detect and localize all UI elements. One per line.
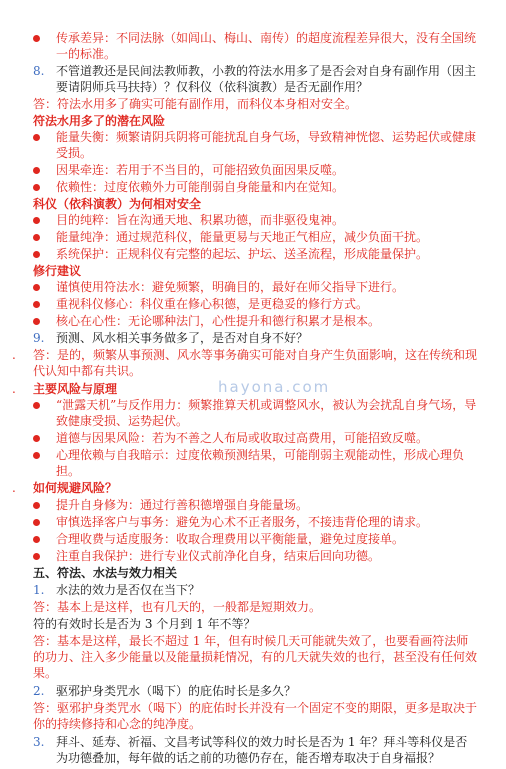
dot-marker: . [12, 382, 16, 396]
bullet-item [0, 30, 506, 62]
bullet-text: “泄露天机”与反作用力：频繁推算天机或调整风水，被认为会扰乱自身气场，导致健康受损、运势起伏。 [56, 398, 477, 428]
bullet-text: 提升自身修为：通过行善积德增强自身能量场。 [56, 498, 309, 512]
bullet-text: 系统保护：正规科仪有完整的起坛、护坛、送圣流程，形成能量保护。 [56, 247, 429, 261]
bullet-item [0, 514, 506, 530]
answer-item [0, 633, 506, 681]
bullet-icon [33, 402, 40, 409]
bullet-text: 注重自我保护：进行专业仪式前净化自身，结束后回向功德。 [56, 549, 381, 563]
bullet-icon [33, 217, 40, 224]
bullet-icon [33, 452, 40, 459]
bullet-icon [33, 502, 40, 509]
bullet-item [0, 430, 506, 446]
bullet-item [0, 296, 506, 312]
section-heading [0, 263, 506, 279]
answer-item [0, 700, 506, 732]
bullet-item [0, 548, 506, 564]
question-text: 符的有效时长是否为 3 个月到 1 年不等？ [33, 617, 256, 631]
question-text: 拜斗、延寿、祈福、文昌考试等科仪的效力时长是否为 1 年？拜斗等科仪是否为功德叠加，每年做的话之前的功德仍存在，能否增寿取决于自身福报？ [56, 735, 468, 765]
answer-text: 答：基本上是这样，也有几天的，一般都是短期效力。 [33, 600, 322, 614]
answer-text: 答：是的，频繁从事预测、风水等事务确实可能对自身产生负面影响，这在传统和现代认知中都有共识。 [33, 348, 478, 378]
bullet-text: 核心在心性：无论哪种法门，心性提升和德行积累才是根本。 [56, 314, 381, 328]
bullet-icon [33, 284, 40, 291]
bullet-icon [33, 234, 40, 241]
bullet-text: 合理收费与适度服务：收取合理费用以平衡能量，避免过度接单。 [56, 532, 405, 546]
bullet-text: 重视科仪修心：科仪重在修心积德，是更稳妥的修行方式。 [56, 297, 369, 311]
bullet-text: 目的纯粹：旨在沟通天地、积累功德，而非驱役鬼神。 [56, 213, 345, 227]
heading-text: 主要风险与原理 [33, 382, 118, 396]
dot-marker: . [12, 481, 16, 495]
bullet-item [0, 162, 506, 178]
question-item [0, 683, 506, 699]
question-item [0, 330, 506, 346]
question-text: 水法的效力是否仅在当下？ [56, 583, 201, 597]
watermark: hayona.com [218, 378, 331, 396]
heading-text: 修行建议 [33, 264, 82, 278]
bullet-icon [33, 536, 40, 543]
answer-item [0, 347, 506, 379]
bullet-item [0, 497, 506, 513]
section-heading [0, 196, 506, 212]
bullet-item [0, 246, 506, 262]
bullet-icon [33, 435, 40, 442]
question-item [0, 582, 506, 598]
bullet-item [0, 179, 506, 195]
question-number: 2. [33, 684, 45, 698]
bullet-icon [33, 519, 40, 526]
heading-text: 五、符法、水法与效力相关 [33, 566, 178, 580]
question-item [0, 616, 506, 632]
question-text: 预测、风水相关事务做多了，是否对自身不好？ [56, 331, 309, 345]
question-number: 8. [33, 64, 45, 78]
question-text: 驱邪护身类咒水（喝下）的庇佑时长是多久？ [56, 684, 297, 698]
dot-marker: . [12, 348, 16, 362]
question-item [0, 63, 506, 95]
question-number: 3. [33, 735, 45, 749]
bullet-text: 能量失衡：频繁请阴兵阴将可能扰乱自身气场，导致精神恍惚、运势起伏或健康受损。 [56, 130, 477, 160]
bullet-text: 心理依赖与自我暗示：过度依赖预测结果，可能削弱主观能动性，形成心理负担。 [56, 448, 465, 478]
bullet-icon [33, 167, 40, 174]
question-number: 1. [33, 583, 45, 597]
answer-item [0, 599, 506, 615]
bullet-item [0, 313, 506, 329]
heading-text: 如何规避风险？ [33, 481, 118, 495]
bullet-text: 能量纯净：通过规范科仪，能量更易与天地正气相应，减少负面干扰。 [56, 230, 429, 244]
bullet-item [0, 397, 506, 429]
answer-item [0, 96, 506, 112]
bullet-icon [33, 318, 40, 325]
bullet-item [0, 279, 506, 295]
question-number: 9. [33, 331, 45, 345]
bullet-text: 道德与因果风险：若为不善之人布局或收取过高费用，可能招致反噬。 [56, 431, 429, 445]
bullet-text: 传承差异：不同法脉（如闾山、梅山、南传）的超度流程差异很大，没有全国统一的标准。 [56, 31, 477, 61]
section-heading [0, 480, 506, 496]
bullet-item [0, 447, 506, 479]
bullet-item [0, 531, 506, 547]
answer-text: 答：驱邪护身类咒水（喝下）的庇佑时长并没有一个固定不变的期限，更多是取决于你的持续修持和心念的纯净度。 [33, 701, 478, 731]
bullet-item [0, 129, 506, 161]
bullet-icon [33, 35, 40, 42]
bullet-icon [33, 553, 40, 560]
bullet-item [0, 229, 506, 245]
section-heading [0, 565, 506, 581]
question-text: 不管道教还是民间法教师教，小教的符法水用多了是否会对自身有副作用（因主要请阴师兵马扶持）？仅科仪（依科演教）是否无副作用？ [56, 64, 477, 94]
answer-text: 答：基本是这样，最长不超过 1 年，但有时候几天可能就失效了，也要看画符法师的功力、注入多少能量以及能量损耗情况，有的几天就失效的也行，甚至没有任何效果。 [33, 634, 478, 680]
bullet-text: 谨慎使用符法水：避免频繁，明确目的，最好在师父指导下进行。 [56, 280, 405, 294]
question-item [0, 734, 506, 766]
bullet-text: 因果牵连：若用于不当目的，可能招致负面因果反噬。 [56, 163, 345, 177]
bullet-icon [33, 251, 40, 258]
bullet-item [0, 212, 506, 228]
bullet-text: 审慎选择客户与事务：避免为心术不正者服务，不接违背伦理的请求。 [56, 515, 429, 529]
heading-text: 符法水用多了的潜在风险 [33, 114, 166, 128]
bullet-icon [33, 184, 40, 191]
section-heading [0, 113, 506, 129]
bullet-text: 依赖性：过度依赖外力可能削弱自身能量和内在觉知。 [56, 180, 345, 194]
bullet-icon [33, 134, 40, 141]
bullet-icon [33, 301, 40, 308]
answer-text: 答：符法水用多了确实可能有副作用，而科仪本身相对安全。 [33, 97, 358, 111]
heading-text: 科仪（依科演教）为何相对安全 [33, 197, 202, 211]
